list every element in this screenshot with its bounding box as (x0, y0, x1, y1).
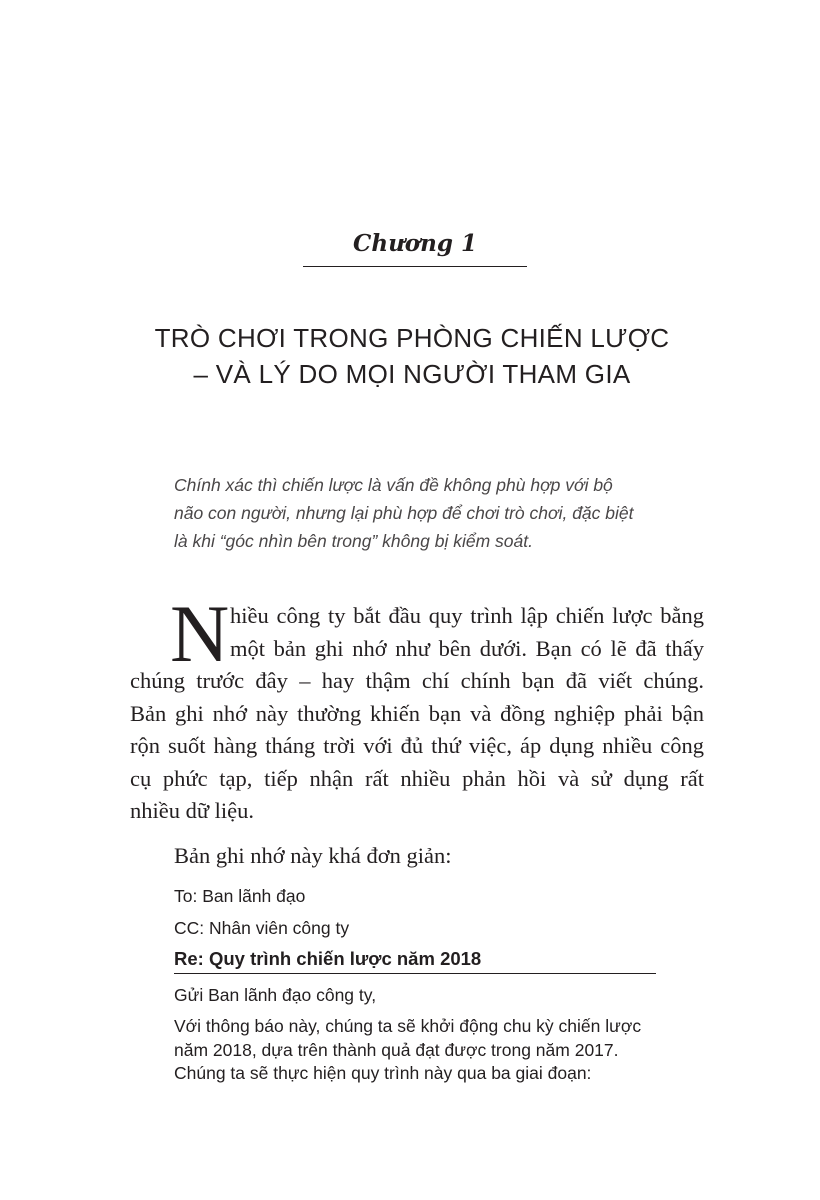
memo-body-line: Với thông báo này, chúng ta sẽ khởi động chu kỳ chiến lược (174, 1016, 642, 1036)
chapter-label: Chương 1 (353, 230, 477, 257)
chapter-title-line: – VÀ LÝ DO MỌI NGƯỜI THAM GIA (193, 359, 631, 389)
body-line: nhiều dữ liệu. (130, 798, 255, 823)
memo-body-line: năm 2018, dựa trên thành quả đạt được trong năm 2017. (174, 1039, 619, 1060)
memo-body-line: Chúng ta sẽ thực hiện quy trình này qua ba giai đoạn: (174, 1063, 592, 1083)
memo-to: To: Ban lãnh đạo (174, 886, 306, 906)
body-line: Bản ghi nhớ này thường khiến bạn và đồng nghiệp phải bận (130, 700, 704, 726)
chapter-title-line: TRÒ CHƠI TRONG PHÒNG CHIẾN LƯỢC (154, 323, 670, 353)
body-line: một bản ghi nhớ như bên dưới. Bạn có lẽ đã thấy (230, 635, 704, 661)
memo-greeting: Gửi Ban lãnh đạo công ty, (174, 985, 377, 1005)
body-line: chúng trước đây – hay thậm chí chính bạn đã viết chúng. (130, 668, 704, 693)
body-line: hiều công ty bắt đầu quy trình lập chiến lược bằng (230, 603, 704, 628)
chapter-divider (303, 266, 527, 267)
body-line: rộn suốt hàng tháng trời với đủ thứ việc, áp dụng nhiều công (130, 733, 704, 758)
epigraph (174, 471, 694, 555)
memo-subject: Re: Quy trình chiến lược năm 2018 (174, 948, 482, 969)
body-line: cụ phức tạp, tiếp nhận rất nhiều phản hồi và sử dụng rất (130, 765, 704, 791)
drop-cap: N (170, 588, 230, 679)
epigraph-line: não con người, nhưng lại phù hợp để chơi trò chơi, đặc biệt (174, 503, 634, 523)
epigraph-line: là khi “góc nhìn bên trong” không bị kiểm soát. (174, 531, 533, 551)
body-paragraph (130, 588, 704, 828)
memo-intro: Bản ghi nhớ này khá đơn giản: (174, 843, 452, 868)
memo-divider (174, 973, 656, 974)
epigraph-line: Chính xác thì chiến lược là vấn đề không phù hợp với bộ (174, 475, 613, 495)
memo-body (174, 1015, 674, 1086)
chapter-title (0, 320, 820, 392)
memo-cc: CC: Nhân viên công ty (174, 918, 350, 938)
